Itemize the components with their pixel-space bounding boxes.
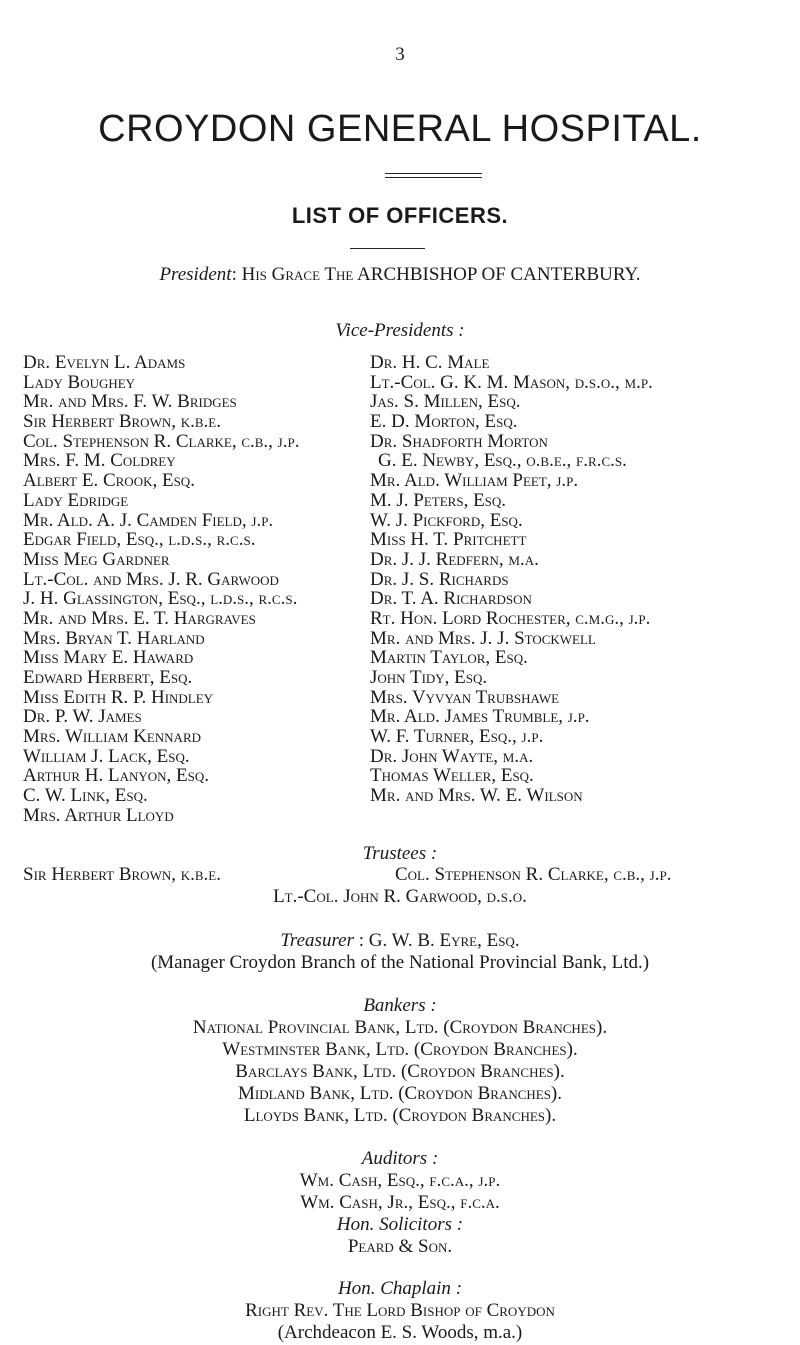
list-item: Dr. J. J. Redfern, m.a. [370, 548, 539, 570]
list-item: Miss Edith R. P. Hindley [23, 686, 214, 708]
chaplain-heading: Hon. Chaplain : [337, 1278, 463, 1299]
list-item: W. J. Pickford, Esq. [370, 509, 523, 531]
bankers-label: Bankers [363, 995, 426, 1016]
list-item: M. J. Peters, Esq. [370, 489, 507, 511]
trustees-label: Trustees [362, 843, 427, 864]
chaplain-note: (Archdeacon E. S. Woods, m.a.) [277, 1322, 523, 1343]
list-item: Mrs. F. M. Coldrey [23, 450, 176, 472]
list-item: Albert E. Crook, Esq. [23, 470, 195, 492]
list-item: Dr. P. W. James [23, 706, 142, 728]
list-item: Mrs. Vyvyan Trubshawe [370, 686, 560, 708]
section-title: LIST OF OFFICERS. [291, 203, 509, 228]
list-item: Mr. Ald. James Trumble, j.p. [370, 706, 590, 728]
bankers-heading: Bankers : [363, 995, 437, 1016]
list-item: Mrs. William Kennard [23, 726, 202, 748]
bank-item: Lloyds Bank, Ltd. (Croydon Branches). [243, 1105, 557, 1126]
auditor-item: Wm. Cash, Jr., Esq., f.c.a. [300, 1192, 500, 1213]
treasurer-name: G. W. B. Eyre, Esq. [368, 930, 520, 951]
auditors-heading: Auditors : [361, 1148, 439, 1169]
list-item: Mr. and Mrs. J. J. Stockwell [370, 627, 596, 649]
chaplain-name: Right Rev. The Lord Bishop of Croydon [245, 1300, 555, 1321]
list-item: E. D. Morton, Esq. [370, 411, 518, 433]
trustee-2: Col. Stephenson R. Clarke, c.b., j.p. [395, 864, 672, 885]
trustee-3: Lt.-Col. John R. Garwood, d.s.o. [273, 886, 527, 907]
list-item: Miss Mary E. Haward [23, 647, 194, 669]
list-item: Lt.-Col. G. K. M. Mason, d.s.o., m.p. [370, 371, 653, 393]
president-name: His Grace The ARCHBISHOP OF CANTERBURY. [241, 264, 641, 285]
list-item: Dr. J. S. Richards [370, 568, 509, 590]
chaplain-label: Hon. Chaplain [337, 1278, 451, 1299]
list-item: Col. Stephenson R. Clarke, c.b., j.p. [23, 430, 300, 452]
list-item: G. E. Newby, Esq., o.b.e., f.r.c.s. [378, 450, 627, 472]
list-item: Mr. and Mrs. E. T. Hargraves [23, 607, 256, 629]
list-item: C. W. Link, Esq. [23, 785, 148, 807]
vice-presidents-left-column [23, 353, 299, 826]
treasurer-note: (Manager Croydon Branch of the National Provincial Bank, Ltd.) [150, 952, 650, 973]
list-item: Thomas Weller, Esq. [370, 765, 534, 787]
list-item: Miss Meg Gardner [23, 548, 170, 570]
list-item: Arthur H. Lanyon, Esq. [23, 765, 209, 787]
list-item: Mr. and Mrs. W. E. Wilson [370, 785, 583, 807]
list-item: Lady Boughey [23, 371, 136, 393]
treasurer-line: Treasurer : G. W. B. Eyre, Esq. [280, 930, 520, 951]
list-item: Sir Herbert Brown, k.b.e. [23, 411, 221, 433]
list-item: W. F. Turner, Esq., j.p. [370, 726, 544, 748]
solicitors-name: Peard & Son. [347, 1236, 453, 1257]
vice-presidents-heading: Vice-Presidents : [335, 320, 465, 341]
list-item: Mr. Ald. A. J. Camden Field, j.p. [23, 509, 274, 531]
colon: : [231, 264, 242, 285]
trustee-1: Sir Herbert Brown, k.b.e. [23, 864, 221, 885]
bank-item: Barclays Bank, Ltd. (Croydon Branches). [235, 1061, 565, 1082]
title-rule-bottom [385, 177, 482, 178]
list-item: Dr. Shadforth Morton [370, 430, 548, 452]
list-item: Miss H. T. Pritchett [370, 529, 527, 551]
list-item: William J. Lack, Esq. [23, 745, 190, 767]
list-item: Mr. Ald. William Peet, j.p. [370, 470, 579, 492]
list-item: Mrs. Bryan T. Harland [23, 627, 205, 649]
list-item: Rt. Hon. Lord Rochester, c.m.g., j.p. [370, 607, 651, 629]
list-item: Martin Taylor, Esq. [370, 647, 528, 669]
president-label: President [159, 264, 232, 285]
subtitle-rule [350, 248, 425, 249]
list-item: Edgar Field, Esq., l.d.s., r.c.s. [23, 529, 256, 551]
solicitors-label: Hon. Solicitors [336, 1214, 452, 1235]
list-item: Dr. John Wayte, m.a. [370, 745, 534, 767]
vice-presidents-right-column [370, 353, 653, 806]
title-rule-top [385, 173, 482, 174]
auditors-label: Auditors [361, 1148, 428, 1169]
list-item: Lt.-Col. and Mrs. J. R. Garwood [23, 568, 279, 590]
list-item: Edward Herbert, Esq. [23, 667, 193, 688]
list-item: J. H. Glassington, Esq., l.d.s., r.c.s. [23, 588, 298, 610]
bank-item: National Provincial Bank, Ltd. (Croydon Branches). [192, 1017, 608, 1038]
solicitors-heading: Hon. Solicitors : [336, 1214, 464, 1235]
auditor-item: Wm. Cash, Esq., f.c.a., j.p. [299, 1170, 501, 1191]
list-item: Mrs. Arthur Lloyd [23, 804, 174, 826]
list-item: John Tidy, Esq. [370, 667, 488, 688]
president-line [0, 264, 800, 286]
page-number: 3 [395, 44, 405, 65]
list-item: Dr. H. C. Male [370, 352, 490, 373]
list-item: Dr. T. A. Richardson [370, 588, 532, 610]
list-item: Lady Edridge [23, 489, 129, 511]
trustees-heading: Trustees : [362, 843, 438, 864]
vice-presidents-label: Vice-Presidents [335, 320, 454, 341]
list-item: Mr. and Mrs. F. W. Bridges [23, 391, 237, 413]
list-item: Jas. S. Millen, Esq. [370, 391, 521, 413]
bank-item: Midland Bank, Ltd. (Croydon Branches). [237, 1083, 563, 1104]
page-title: CROYDON GENERAL HOSPITAL. [98, 108, 702, 150]
bank-item: Westminster Bank, Ltd. (Croydon Branches). [222, 1039, 578, 1060]
treasurer-label: Treasurer [280, 930, 354, 951]
list-item: Dr. Evelyn L. Adams [23, 352, 186, 373]
